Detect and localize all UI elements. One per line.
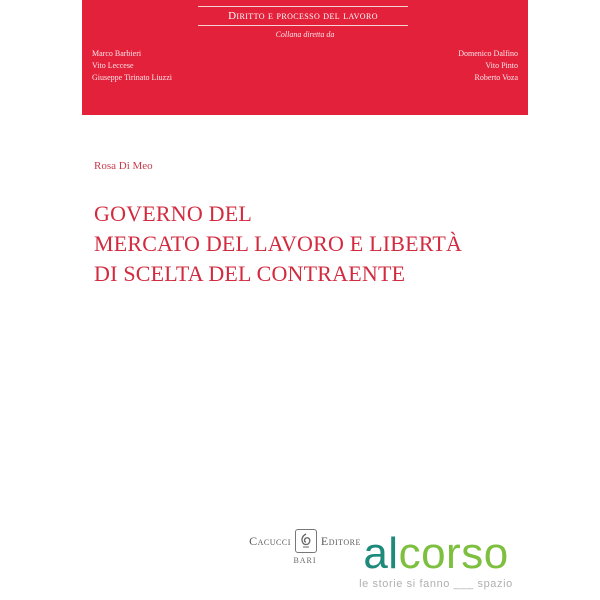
editor-name: Giuseppe Tirinato Liuzzi xyxy=(92,73,172,82)
editor-name: Vito Pinto xyxy=(485,61,518,70)
publisher-city: BARI xyxy=(293,556,317,565)
series-title: Diritto e processo del lavoro xyxy=(198,6,408,26)
watermark-logo xyxy=(316,529,556,578)
publisher-name-right: Editore xyxy=(320,533,361,548)
editor-name: Domenico Dalfino xyxy=(458,49,518,58)
book-title xyxy=(94,199,514,289)
book-cover xyxy=(82,0,528,600)
publisher-emblem-icon xyxy=(295,529,317,553)
publisher-name-left: Cacucci xyxy=(249,533,291,548)
editor-name: Roberto Voza xyxy=(474,73,518,82)
series-band xyxy=(82,0,528,115)
watermark-logo-al: al xyxy=(363,529,399,578)
editor-name: Marco Barbieri xyxy=(92,49,142,58)
editors-right xyxy=(458,48,518,84)
title-line: MERCATO DEL LAVORO E LIBERTÀ xyxy=(94,231,463,256)
title-line: DI SCELTA DEL CONTRAENTE xyxy=(94,261,406,286)
editors-left xyxy=(92,48,172,84)
editor-name: Vito Leccese xyxy=(92,61,134,70)
book-author: Rosa Di Meo xyxy=(94,160,153,172)
watermark-logo-corso: corso xyxy=(398,529,509,578)
title-line: GOVERNO DEL xyxy=(94,201,253,226)
alcorso-watermark xyxy=(316,529,556,590)
watermark-tagline: le storie si fanno ___ spazio xyxy=(359,578,513,590)
series-directed-by: Collana diretta da xyxy=(275,30,335,39)
